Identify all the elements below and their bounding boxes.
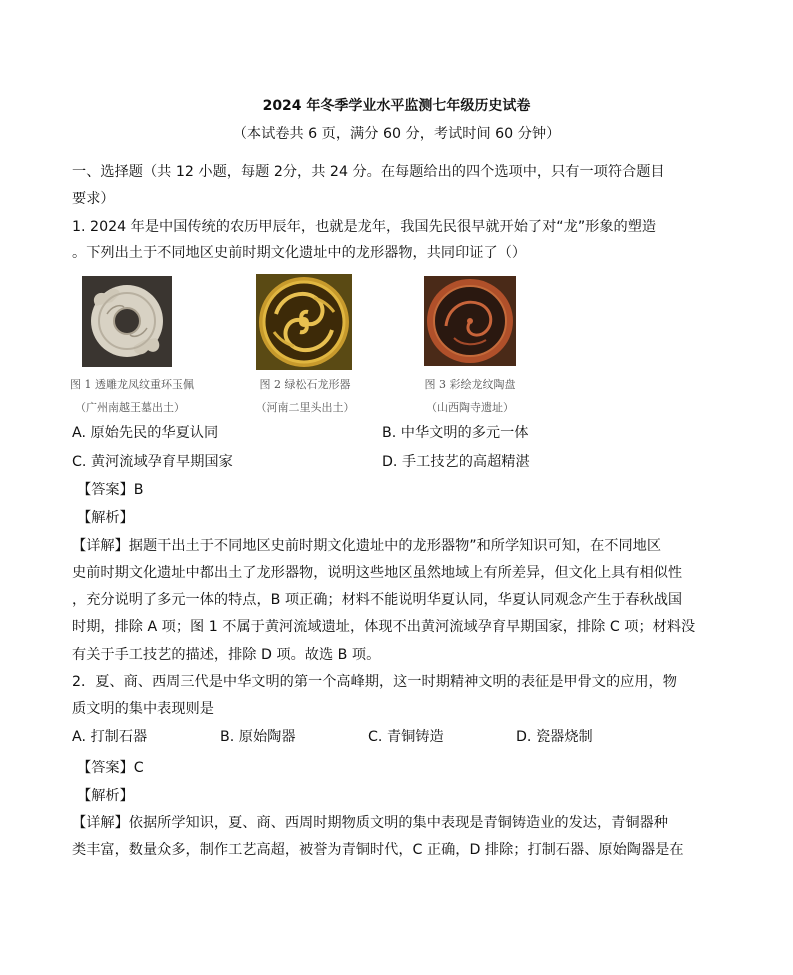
figure2-caption: 图 2 绿松石龙形器 — [259, 378, 351, 391]
q1-detail-line1: 【详解】据题干出土于不同地区史前时期文化遗址中的龙形器物”和所学知识可知，在不同地区 — [72, 538, 662, 554]
exam-subtitle: （本试卷共 6 页，满分 60 分，考试时间 60 分钟） — [232, 126, 561, 142]
q1-option-a: A. 原始先民的华夏认同 — [72, 425, 219, 441]
q2-stem-line1: 2．夏、商、西周三代是中华文明的第一个高峰期，这一时期精神文明的表征是甲骨文的应用，物 — [72, 674, 677, 690]
q2-stem-line2: 质文明的集中表现则是 — [72, 701, 214, 717]
turquoise-dragon-image — [256, 274, 352, 370]
q1-stem-line1: 1. 2024 年是中国传统的农历甲辰年，也就是龙年，我国先民很早就开始了对“龙”形象的塑造 — [72, 219, 657, 235]
section-heading-line1: 一、选择题（共 12 小题，每题 2分，共 24 分。在每题给出的四个选项中，只有一项符合题目 — [72, 164, 665, 180]
q1-option-b: B. 中华文明的多元一体 — [382, 425, 529, 441]
figure3-caption: 图 3 彩绘龙纹陶盘 — [424, 378, 516, 391]
q1-stem-line2: 。下列出土于不同地区史前时期文化遗址中的龙形器物，共同印证了（） — [72, 245, 527, 261]
q2-analysis-label: 【解析】 — [77, 788, 134, 804]
section-heading-line2: 要求） — [72, 191, 115, 207]
q2-option-b: B. 原始陶器 — [220, 729, 296, 745]
q1-analysis-label: 【解析】 — [77, 510, 134, 526]
q1-option-d: D. 手工技艺的高超精湛 — [382, 454, 530, 470]
pottery-plate-image — [424, 276, 516, 366]
q1-detail-line3: ，充分说明了多元一体的特点，B 项正确；材料不能说明华夏认同，华夏认同观念产生于春秋战国 — [72, 592, 683, 608]
q1-detail-line2: 史前时期文化遗址中都出土了龙形器物，说明这些地区虽然地域上有所差异，但文化上具有相似性 — [72, 565, 683, 581]
jade-pendant-image — [82, 276, 172, 367]
figure3-source: （山西陶寺遗址） — [426, 401, 514, 414]
q2-answer: 【答案】C — [77, 760, 144, 776]
q1-detail-line5: 有关于手工技艺的描述，排除 D 项。故选 B 项。 — [72, 647, 381, 663]
q2-option-c: C. 青铜铸造 — [368, 729, 444, 745]
q2-detail-line2: 类丰富，数量众多，制作工艺高超，被誉为青铜时代，C 正确，D 排除；打制石器、原始陶器是在 — [72, 842, 684, 858]
q1-detail-line4: 时期，排除 A 项；图 1 不属于黄河流域遗址，体现不出黄河流域孕育早期国家，排除 C 项；材料没 — [72, 619, 696, 635]
figure1-source: （广州南越王墓出土） — [75, 401, 185, 414]
q1-answer: 【答案】B — [77, 482, 144, 498]
q1-option-c: C. 黄河流域孕育早期国家 — [72, 454, 233, 470]
q2-option-d: D. 瓷器烧制 — [516, 729, 593, 745]
exam-title: 2024 年冬季学业水平监测七年级历史试卷 — [262, 98, 531, 114]
q2-option-a: A. 打制石器 — [72, 729, 148, 745]
q2-detail-line1: 【详解】依据所学知识，夏、商、西周时期物质文明的集中表现是青铜铸造业的发达，青铜器种 — [72, 815, 668, 831]
figure1-caption: 图 1 透雕龙凤纹重环玉佩 — [70, 378, 194, 391]
figure2-source: （河南二里头出土） — [255, 401, 355, 414]
